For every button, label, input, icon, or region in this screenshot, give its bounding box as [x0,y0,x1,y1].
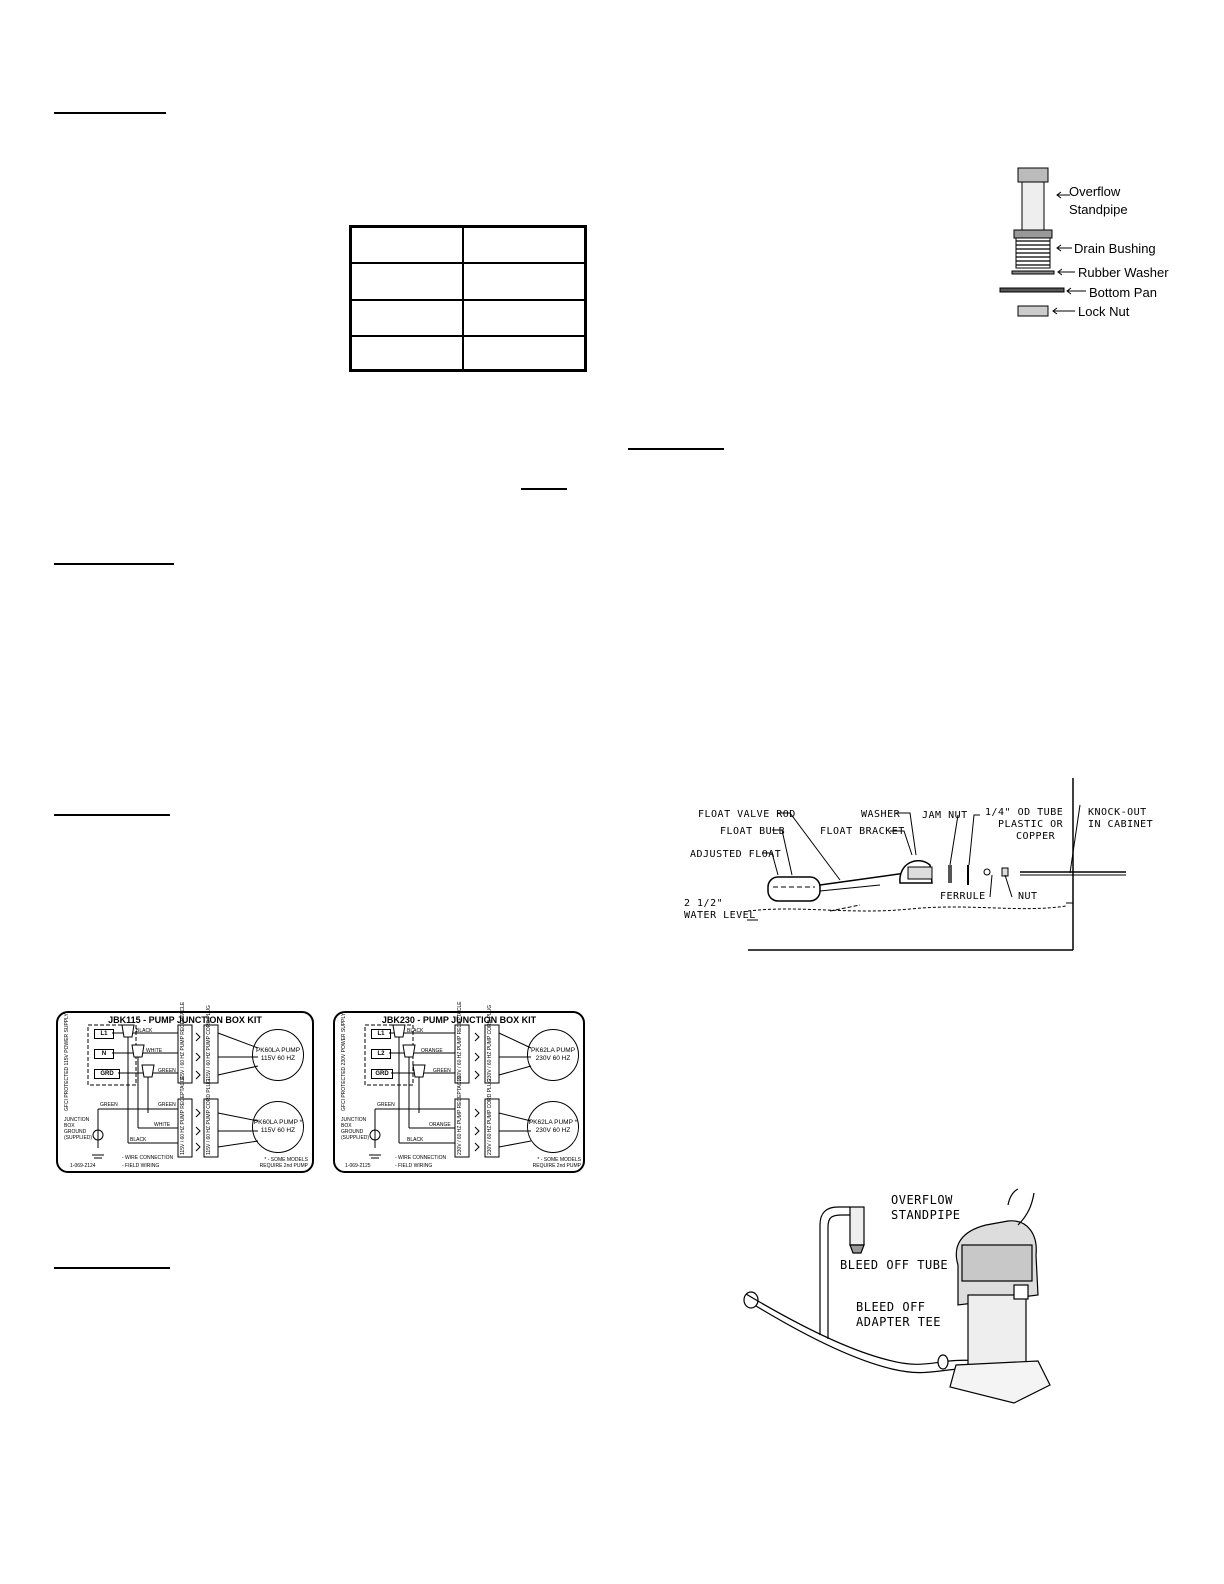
label-adjusted-float: ADJUSTED FLOAT [690,849,782,860]
wiring-diagram-jbk115 [56,1001,314,1173]
terminal-l1: L1 [94,1029,114,1039]
terminal-n: N [94,1049,114,1059]
terminal-l1: L1 [371,1029,391,1039]
wiring-diagram-jbk230 [333,1001,585,1173]
legend-wire-connection: - WIRE CONNECTION [122,1155,174,1161]
label-overflow: OVERFLOW [891,1193,953,1207]
label-float-bulb: FLOAT BULB [720,826,786,837]
label-lock-nut: Lock Nut [1078,304,1130,319]
label-bleed-off: BLEED OFF [856,1300,926,1314]
legend-field-wiring: - FIELD WIRING [122,1163,160,1169]
terminal-grd: GRD [371,1069,393,1079]
label-tube-2: PLASTIC OR [998,819,1064,830]
wiring-diagram-title: JBK230 - PUMP JUNCTION BOX KIT [381,1015,537,1025]
legend-field-wiring: - FIELD WIRING [395,1163,433,1169]
table-row-divider [352,299,584,301]
label-float-bracket: FLOAT BRACKET [820,826,905,837]
part-number: 1-069-2124 [70,1163,96,1169]
label-bleed-off-tube: BLEED OFF TUBE [840,1258,949,1272]
section-heading-underline [54,814,170,816]
wire-label: BLACK [407,1137,424,1143]
float-valve-drawing [680,775,1140,960]
wire-label: WHITE [146,1048,163,1054]
wire-label: GREEN [158,1068,176,1074]
empty-table [349,225,587,372]
label-knockout-2: IN CABINET [1088,819,1154,830]
ground-label: JUNCTION BOX GROUND (SUPPLIED) [341,1117,370,1141]
wire-label: BLACK [407,1028,424,1034]
label-knockout-1: KNOCK-OUT [1088,807,1147,818]
note: * - SOME MODELS REQUIRE 2nd PUMP [259,1157,308,1169]
label-drain-bushing: Drain Bushing [1074,241,1156,256]
plug-label: 230V / 60 HZ PUMP CORD PLUG [487,1004,493,1081]
label-overflow: Overflow [1069,184,1121,199]
table-row-divider [352,262,584,264]
plug-label: 115V / 60 HZ PUMP CORD PLUG [206,1079,212,1155]
wire-label: ORANGE [421,1048,443,1054]
label-tube-3: COPPER [1016,831,1056,842]
ground-label: JUNCTION BOX GROUND (SUPPLIED) [64,1117,93,1141]
label-nut: NUT [1018,891,1038,902]
wire-label: GREEN [158,1102,176,1108]
section-heading-underline [54,563,174,565]
section-heading-underline [54,1267,170,1269]
power-supply-label: GFCI PROTECTED 230V POWER SUPPLY [341,1012,347,1111]
label-float-valve-rod: FLOAT VALVE ROD [698,809,796,820]
wire-label: GREEN [100,1102,118,1108]
label-water-level-1: 2 1/2" [684,898,724,909]
float-valve-diagram [680,775,1140,960]
pump-1: PK62LA PUMP 230V 60 HZ [527,1029,579,1081]
receptacle-label: 115V / 60 HZ PUMP RECEPTACLE [180,1001,186,1081]
section-heading-underline [54,112,166,114]
receptacle-label: 230V / 60 HZ PUMP RECEPTACLE [457,1001,463,1081]
label-water-level-2: WATER LEVEL [684,910,756,921]
wiring-diagram-title: JBK115 - PUMP JUNCTION BOX KIT [108,1015,262,1025]
wire-label: BLACK [130,1137,147,1143]
pump-2: PK62LA PUMP * 230V 60 HZ [527,1101,579,1153]
legend-wire-connection: - WIRE CONNECTION [395,1155,447,1161]
wire-label: GREEN [377,1102,395,1108]
power-supply-label: GFCI PROTECTED 115V POWER SUPPLY [64,1013,70,1111]
plug-label: 115V / 60 HZ PUMP CORD PLUG [206,1005,212,1081]
section-heading-underline [628,448,724,450]
label-rubber-washer: Rubber Washer [1078,265,1169,280]
label-standpipe: Standpipe [1069,202,1128,217]
wire-label: BLACK [136,1028,153,1034]
label-bottom-pan: Bottom Pan [1089,285,1157,300]
part-number: 1-069-2125 [345,1163,371,1169]
receptacle-label: 115V / 60 HZ PUMP RECEPTACLE [180,1075,186,1155]
receptacle-label: 230V / 60 HZ PUMP RECEPTACLE [457,1075,463,1155]
terminal-l2: L2 [371,1049,391,1059]
terminal-grd: GRD [94,1069,120,1079]
wire-label: ORANGE [429,1122,451,1128]
label-jam-nut: JAM NUT [922,810,968,821]
pump-2: PK60LA PUMP * 115V 60 HZ [252,1101,304,1153]
inline-underline [521,488,567,490]
note: * - SOME MODELS REQUIRE 2nd PUMP [532,1157,581,1169]
plug-label: 230V / 60 HZ PUMP CORD PLUG [487,1078,493,1155]
label-standpipe: STANDPIPE [891,1208,961,1222]
table-row-divider [352,335,584,337]
wire-label: WHITE [154,1122,171,1128]
pump-1: PK60LA PUMP 115V 60 HZ [252,1029,304,1081]
wire-label: GREEN [433,1068,451,1074]
label-adapter-tee: ADAPTER TEE [856,1315,941,1329]
label-washer: WASHER [861,809,901,820]
label-ferrule: FERRULE [940,891,986,902]
label-tube-1: 1/4" OD TUBE [985,807,1064,818]
